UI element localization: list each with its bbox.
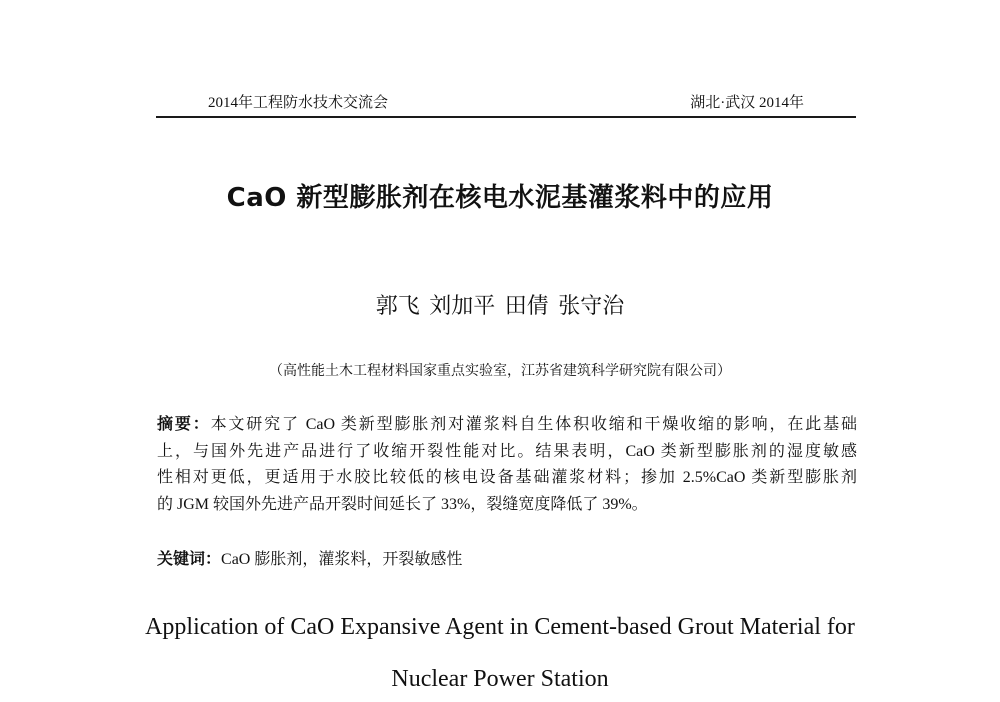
conference-name: 2014年工程防水技术交流会 — [208, 95, 389, 111]
keywords-text: CaO 膨胀剂，灌浆料，开裂敏感性 — [221, 551, 463, 568]
paper-title-chinese: CaO 新型膨胀剂在核电水泥基灌浆料中的应用 — [226, 183, 774, 213]
abstract-line-1 — [157, 412, 857, 439]
abstract-text: 本文研究了 CaO 类新型膨胀剂对灌浆料自生体积收缩和干燥收缩的影响，在此基础 — [210, 416, 857, 433]
running-header — [156, 92, 856, 114]
affiliation: （高性能土木工程材料国家重点实验室，江苏省建筑科学研究院有限公司） — [269, 364, 731, 379]
author-list: 郭飞 刘加平 田倩 张守治 — [375, 293, 625, 318]
keywords-label: 关键词： — [157, 551, 222, 568]
paper-title-english-line-2: Nuclear Power Station — [391, 666, 609, 692]
abstract-line-2: 上，与国外先进产品进行了收缩开裂性能对比。结果表明，CaO 类新型膨胀剂的湿度敏感 — [157, 442, 857, 460]
abstract-line-4: 的 JGM 较国外先进产品开裂时间延长了 33%，裂缝宽度降低了 39%。 — [157, 495, 648, 513]
abstract-line-3: 性相对更低，更适用于水胶比较低的核电设备基础灌浆材料；掺加 2.5%CaO 类新型膨胀剂 — [157, 469, 857, 486]
paper-title-english-line-1: Application of CaO Expansive Agent in Cement-based Grout Material for — [145, 614, 855, 640]
abstract-label: 摘要： — [157, 416, 211, 433]
header-rule — [156, 116, 856, 118]
abstract — [157, 412, 857, 518]
conference-location-year: 湖北·武汉 2014年 — [690, 95, 804, 111]
keywords — [157, 547, 857, 573]
